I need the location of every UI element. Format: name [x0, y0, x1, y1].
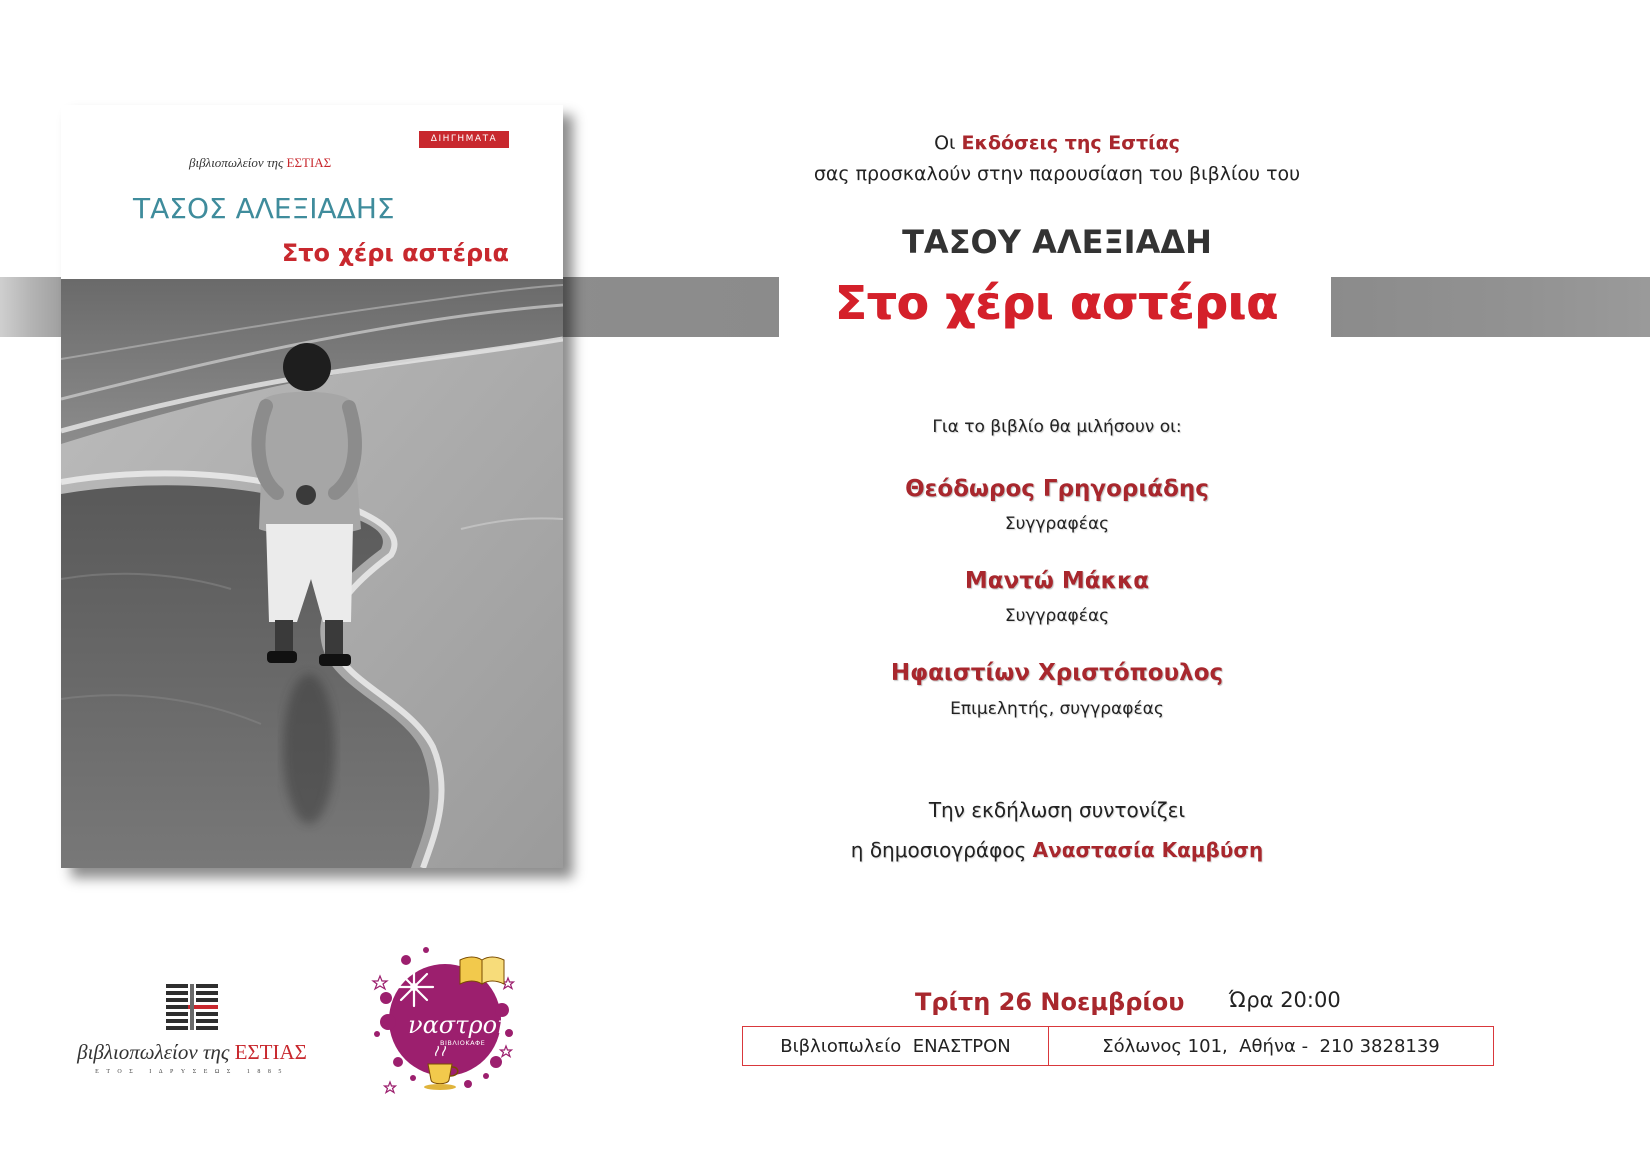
speaker-role: Επιμελητής, συγγραφέας — [950, 699, 1164, 719]
cover-publisher-name: ΕΣΤΙΑΣ — [286, 155, 332, 170]
estia-logo-prefix: βιβλιοπωλείον της — [77, 1040, 230, 1064]
book-cover — [61, 105, 563, 868]
enastron-logo-sub: ΒΙΒΛΙΟΚΑΦΕ — [440, 1039, 486, 1047]
book-title: Στο χέρι αστέρια — [835, 276, 1279, 330]
cover-title: Στο χέρι αστέρια — [281, 239, 509, 267]
venue-name: Βιβλιοπωλείο ΕΝΑΣΤΡΟΝ — [743, 1027, 1049, 1065]
venue-table — [742, 1026, 1494, 1066]
event-date: Τρίτη 26 Νοεμβρίου — [915, 988, 1185, 1016]
book-author: ΤΑΣΟΥ ΑΛΕΞΙΑΔΗ — [902, 223, 1212, 261]
speakers-intro: Για το βιβλίο θα μιλήσουν οι: — [932, 417, 1182, 437]
speaker-name: Ηφαιστίων Χριστόπουλος — [890, 660, 1224, 686]
speaker-name: Μαντώ Μάκκα — [964, 568, 1150, 594]
invitation-prefix: Οι — [934, 132, 956, 154]
moderator-line1: Την εκδήλωση συντονίζει — [928, 798, 1186, 822]
speaker-name: Θεόδωρος Γρηγοριάδης — [905, 476, 1209, 502]
cover-genre-badge: ΔΙΗΓΗΜΑΤΑ — [419, 131, 509, 148]
estia-logo-tagline: ΕΤΟΣ ΙΔΡΥΣΕΩΣ 1885 — [95, 1069, 289, 1075]
event-time: Ώρα 20:00 — [1229, 988, 1341, 1012]
publisher-name: Εκδόσεις της Εστίας — [961, 132, 1180, 154]
cover-author: ΤΑΣΟΣ ΑΛΕΞΙΑΔΗΣ — [133, 192, 395, 225]
gray-band-right — [1331, 277, 1650, 337]
estia-logo-text — [76, 1040, 308, 1065]
venue-address: Σόλωνος 101, Αθήνα - 210 3828139 — [1102, 1035, 1440, 1057]
moderator-name: Αναστασία Καμβύση — [1032, 838, 1264, 862]
cover-publisher — [189, 155, 331, 171]
invitation-line1 — [757, 132, 1357, 155]
speaker-role: Συγγραφέας — [1004, 606, 1110, 626]
enastron-logo-name: ναστρον — [408, 1011, 512, 1039]
enastron-logo — [368, 938, 518, 1098]
invitation-line2: σας προσκαλούν στην παρουσίαση του βιβλίου του — [813, 163, 1301, 185]
book-icon — [460, 957, 504, 984]
moderator-line2 — [757, 838, 1357, 862]
moderator-prefix: η δημοσιογράφος — [850, 838, 1027, 862]
cover-photo — [61, 279, 563, 868]
speaker-role: Συγγραφέας — [1004, 514, 1110, 534]
cover-publisher-prefix: βιβλιοπωλείον της — [189, 155, 284, 170]
stacked-books-icon — [164, 982, 220, 1036]
estia-logo-name: ΕΣΤΙΑΣ — [234, 1040, 307, 1064]
estia-logo — [76, 982, 308, 1075]
